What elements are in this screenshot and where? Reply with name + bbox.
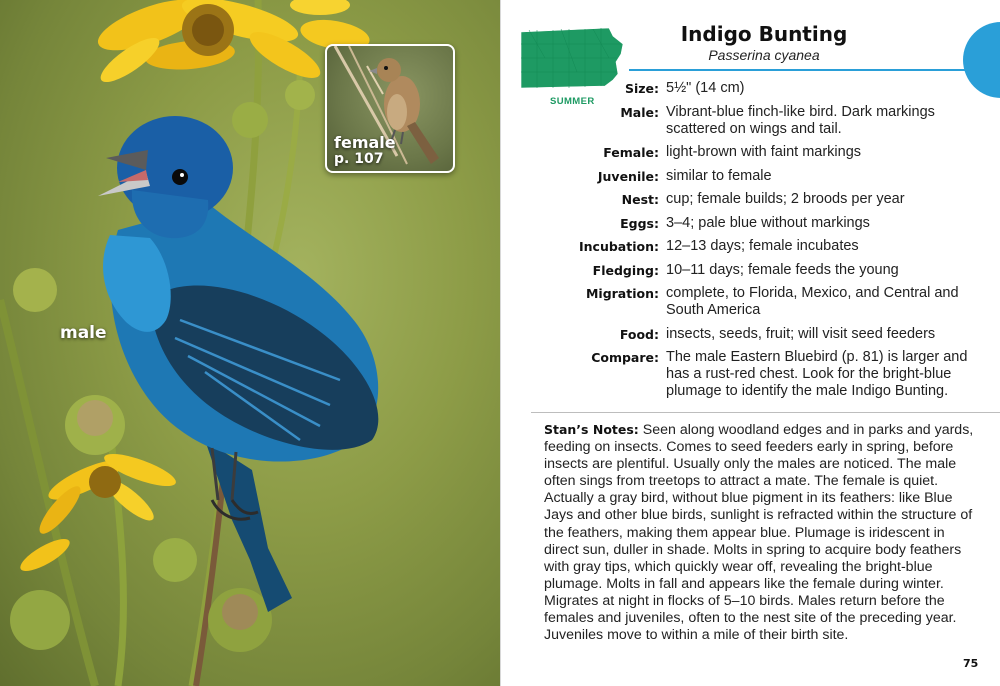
fact-size: [531, 80, 991, 97]
stans-notes: [544, 421, 981, 644]
fact-value: similar to female: [666, 167, 772, 184]
fact-value: light-brown with faint markings: [666, 144, 862, 160]
fact-fledging: [531, 262, 991, 279]
fact-value: complete, to Florida, Mexico, and Central and South America: [666, 285, 959, 318]
female-page-reference: p. 107: [334, 151, 384, 167]
notes-label: Stan’s Notes:: [544, 422, 639, 437]
fact-value: insects, seeds, fruit; will visit seed feeders: [666, 325, 936, 342]
female-label: female: [334, 133, 396, 152]
fact-key: Fledging:: [592, 262, 659, 278]
male-label: male: [60, 323, 107, 343]
fact-key: Juvenile:: [597, 168, 659, 184]
notes-text: Seen along woodland edges and in parks and yards, feeding on insects. Comes to seed feeders early in spring, before insects are plentiful. Usually only the males are noticed. The male often sings from treetops to attract a mate. The female is quiet. Actually a gray bird, without blue pigment in its feathers: like Blue Jays and other blue birds, sunlight is refracted within the structure of the feathers, making them appear blue. Plumage is iridescent in direct sun, duller in shade. Molts in spring to acquire body feathers with gray tips, which quickly wear off, revealing the bright-blue plumage. Molts in fall and appears like the female during winter. Migrates at night in flocks of 5–10 birds. Males return before the females and juveniles, often to the nest site of the preceding year. Juveniles move to within a mile of their birth site.: [544, 422, 974, 644]
fact-key: Eggs:: [620, 215, 659, 231]
fact-key: Migration:: [585, 286, 659, 301]
fact-value: cup; female builds; 2 broods per year: [666, 191, 905, 207]
fact-value: Vibrant-blue finch-like bird. Dark markings scattered on wings and tail.: [666, 103, 935, 137]
title-divider: [629, 69, 974, 71]
range-season-label: SUMMER: [550, 96, 595, 107]
species-scientific-name: Passerina cyanea: [708, 47, 820, 63]
fact-value: The male Eastern Bluebird (p. 81) is larger and has a rust-red chest. Look for the bright-blue plumage to identify the male Indigo Bunting.: [666, 349, 968, 399]
fact-food: [531, 326, 991, 343]
species-text-page: [500, 0, 1000, 686]
fact-key: Male:: [620, 104, 659, 120]
fact-incubation: [531, 238, 991, 255]
fact-female: [531, 144, 991, 161]
fact-value: 12–13 days; female incubates: [666, 238, 859, 254]
fact-value: 3–4; pale blue without markings: [666, 214, 870, 231]
female-inset-caption: [334, 134, 396, 168]
fact-key: Female:: [603, 145, 659, 160]
fact-key: Nest:: [621, 192, 659, 207]
fact-migration: [531, 285, 991, 319]
page-number: 75: [963, 657, 979, 670]
male-indigo-bunting: [98, 116, 378, 612]
species-facts-list: [531, 80, 991, 407]
fact-compare: [531, 349, 991, 400]
fact-key: Incubation:: [579, 239, 659, 254]
fact-key: Compare:: [591, 350, 659, 365]
fact-juvenile: [531, 168, 991, 185]
notes-divider: [531, 412, 1000, 413]
fact-nest: [531, 191, 991, 208]
species-common-name: Indigo Bunting: [680, 22, 848, 46]
fact-value: 5½" (14 cm): [666, 80, 745, 96]
fact-male: [531, 104, 991, 138]
fact-key: Size:: [624, 81, 659, 96]
fact-key: Food:: [619, 326, 659, 342]
fact-value: 10–11 days; female feeds the young: [666, 261, 899, 278]
female-inset-photo: [325, 44, 455, 173]
fact-eggs: [531, 215, 991, 232]
